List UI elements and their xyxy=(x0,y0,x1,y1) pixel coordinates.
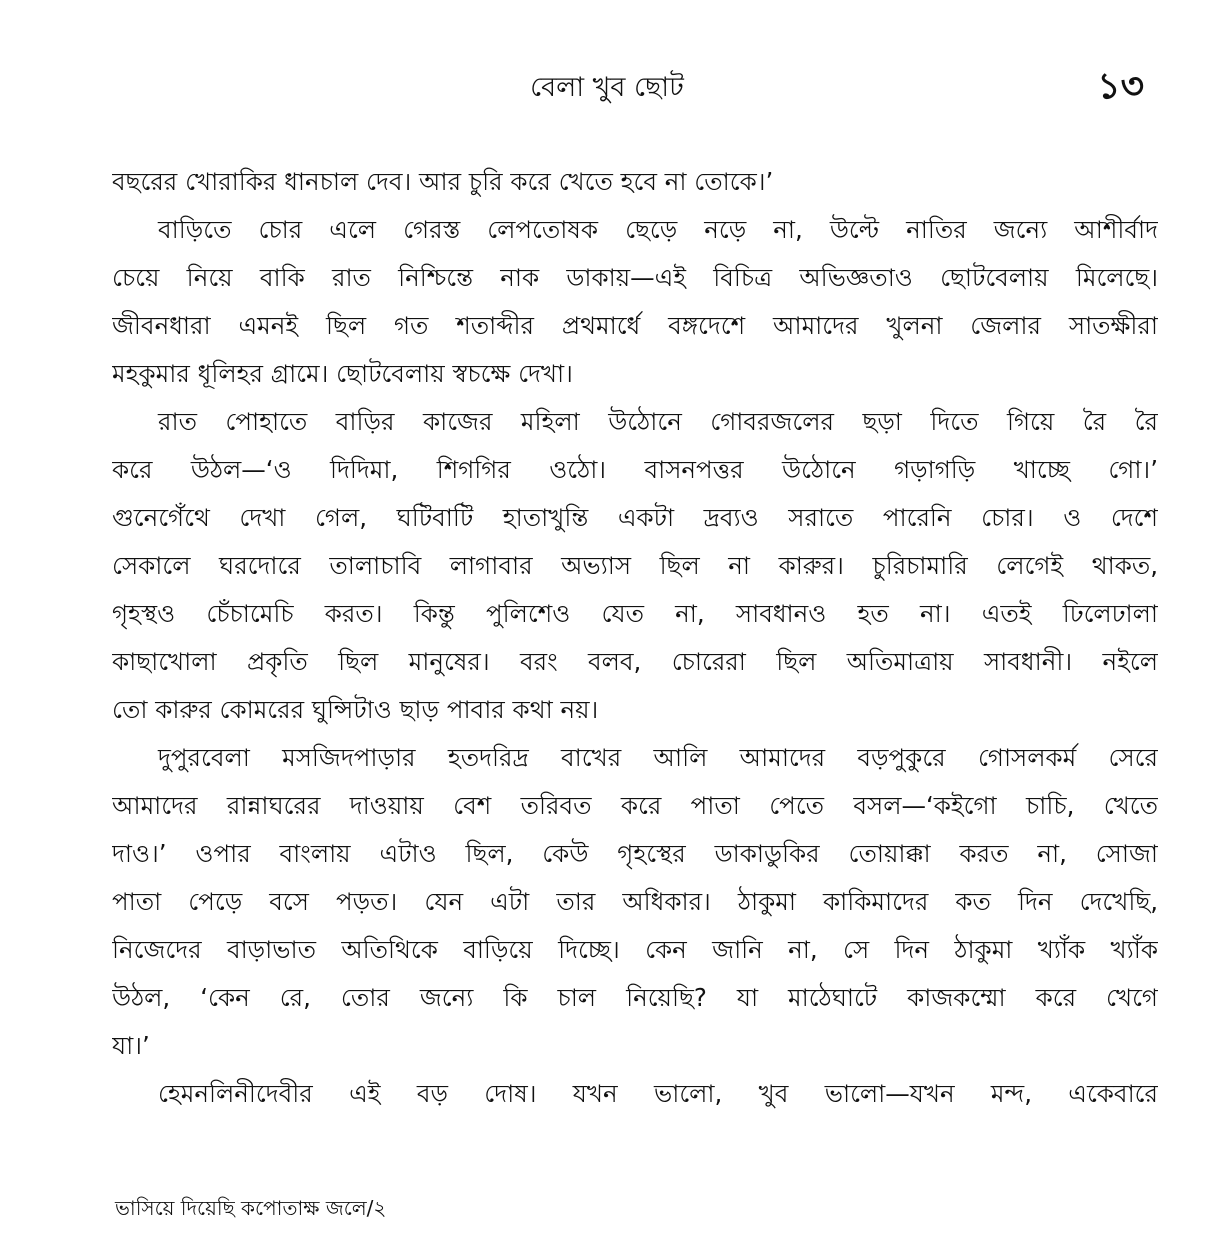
running-head xyxy=(0,66,1214,116)
text-line: গুনেগেঁথে দেখা গেল, ঘটিবাটি হাতাখুন্তি একটা দ্রব্যও সরাতে পারেনি চোর। ও দেশে xyxy=(112,503,1158,532)
running-title: বেলা খুব ছোট xyxy=(530,72,684,103)
text-line: করে উঠল—‘ও দিদিমা, শিগগির ওঠো। বাসনপত্তর উঠোনে গড়াগড়ি খাচ্ছে গো।’ xyxy=(112,455,1158,484)
text-line: দুপুরবেলা মসজিদপাড়ার হতদরিদ্র বাখের আলি আমাদের বড়পুকুরে গোসলকর্ম সেরে xyxy=(158,743,1158,772)
text-line: চেয়ে নিয়ে বাকি রাত নিশ্চিন্তে নাক ডাকায়—এই বিচিত্র অভিজ্ঞতাও ছোটবেলায় মিলেছে। xyxy=(112,263,1158,292)
text-line: যা।’ xyxy=(112,1031,150,1060)
text-line: দাও।’ ওপার বাংলায় এটাও ছিল, কেউ গৃহস্থের ডাকাডুকির তোয়াক্কা করত না, সোজা xyxy=(112,839,1158,868)
text-line: গৃহস্থও চেঁচামেচি করত। কিন্তু পুলিশেও যেত না, সাবধানও হত না। এতই ঢিলেঢালা xyxy=(112,599,1158,628)
text-line: আমাদের রান্নাঘরের দাওয়ায় বেশ তরিবত করে পাতা পেতে বসল—‘কইগো চাচি, খেতে xyxy=(112,791,1158,820)
text-line: বাড়িতে চোর এলে গেরস্ত লেপতোষক ছেড়ে নড়ে না, উল্টে নাতির জন্যে আশীর্বাদ xyxy=(158,215,1158,244)
text-line: কাছাখোলা প্রকৃতি ছিল মানুষের। বরং বলব, চোরেরা ছিল অতিমাত্রায় সাবধানী। নইলে xyxy=(112,647,1158,676)
text-line: সেকালে ঘরদোরে তালাচাবি লাগাবার অভ্যাস ছিল না কারুর। চুরিচামারি লেগেই থাকত, xyxy=(112,551,1158,580)
text-line: রাত পোহাতে বাড়ির কাজের মহিলা উঠোনে গোবরজলের ছড়া দিতে গিয়ে রৈ রৈ xyxy=(158,407,1158,436)
text-line: উঠল, ‘কেন রে, তোর জন্যে কি চাল নিয়েছি? যা মাঠেঘাটে কাজকম্মো করে খেগে xyxy=(112,983,1158,1012)
text-line: তো কারুর কোমরের ঘুন্সিটাও ছাড় পাবার কথা নয়। xyxy=(112,695,599,724)
footer-note: ভাসিয়ে দিয়েছি কপোতাক্ষ জলে/২ xyxy=(115,1196,387,1220)
text-line: নিজেদের বাড়াভাত অতিথিকে বাড়িয়ে দিচ্ছে। কেন জানি না, সে দিন ঠাকুমা খ্যাঁক খ্যাঁক xyxy=(112,935,1158,964)
text-line: বছরের খোরাকির ধানচাল দেব। আর চুরি করে খেতে হবে না তোকে।’ xyxy=(112,167,774,196)
text-line: পাতা পেড়ে বসে পড়ত। যেন এটা তার অধিকার। ঠাকুমা কাকিমাদের কত দিন দেখেছি, xyxy=(112,887,1158,916)
text-line: হেমনলিনীদেবীর এই বড় দোষ। যখন ভালো, খুব ভালো—যখন মন্দ, একেবারে xyxy=(158,1079,1158,1108)
text-line: জীবনধারা এমনই ছিল গত শতাব্দীর প্রথমার্ধে বঙ্গদেশে আমাদের খুলনা জেলার সাতক্ষীরা xyxy=(112,311,1158,340)
body-text xyxy=(112,158,1158,1118)
text-line: মহকুমার ধূলিহর গ্রামে। ছোটবেলায় স্বচক্ষে দেখা। xyxy=(112,359,573,388)
page-number: ১৩ xyxy=(1097,66,1144,107)
